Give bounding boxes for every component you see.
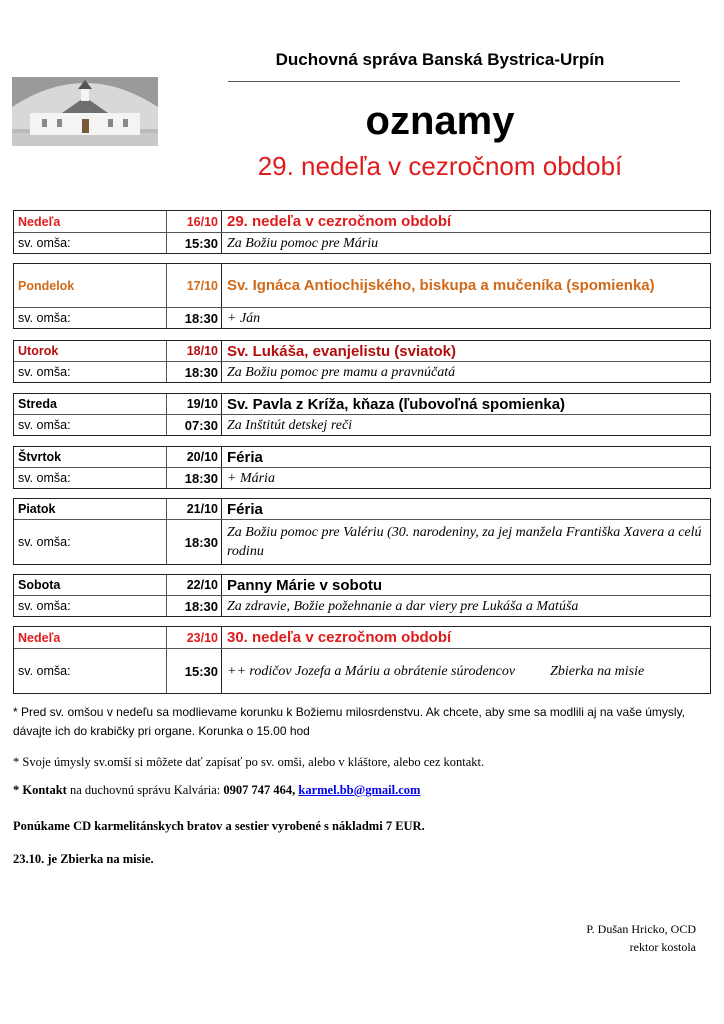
day-block-friday: [13, 498, 711, 565]
day-name: Nedeľa: [14, 211, 167, 232]
mass-label: sv. omša:: [14, 520, 167, 564]
mass-intention: Za zdravie, Božie požehnanie a dar viery pre Lukáša a Matúša: [227, 598, 579, 614]
intentions-note: * Svoje úmysly sv.omší si môžete dať zapísať po sv. omši, alebo v kláštore, alebo cez kontakt.: [13, 755, 485, 769]
parish-title: Duchovná správa Banská Bystrica-Urpín: [275, 50, 605, 69]
day-date: 19/10: [167, 394, 222, 414]
mass-label: sv. omša:: [14, 233, 167, 253]
mass-label: sv. omša:: [14, 468, 167, 488]
day-block-monday: [13, 263, 711, 329]
church-photo: [12, 77, 158, 146]
contact-note: [13, 781, 703, 799]
contact-label: * Kontakt: [13, 783, 67, 797]
signature-role: rektor kostola: [629, 940, 696, 954]
day-name: Utorok: [14, 341, 167, 361]
mass-time: 18:30: [167, 520, 222, 564]
intention-text: ++ rodičov Jozefa a Máriu a obrátenie súrodencov: [227, 663, 516, 679]
day-block-tuesday: [13, 340, 711, 383]
feast-name: Panny Márie v sobotu: [227, 576, 383, 594]
mass-time: 15:30: [167, 649, 222, 693]
header-divider: [228, 81, 680, 82]
mass-label: sv. omša:: [14, 415, 167, 435]
mass-label: sv. omša:: [14, 362, 167, 382]
feast-name: Sv. Lukáša, evanjelistu (sviatok): [227, 342, 456, 360]
day-name: Nedeľa: [14, 627, 167, 648]
page-heading: oznamy: [365, 99, 515, 143]
day-date: 18/10: [167, 341, 222, 361]
chaplet-note: * Pred sv. omšou v nedeľu sa modlievame korunku k Božiemu milosrdenstvu. Ak chcete, aby sme sa modlili aj na vaše úmysly, dávajte ich do krabičky pri organe. Korunka o 15.00 hod: [13, 705, 686, 738]
mass-intention: Za Inštitút detskej reči: [227, 417, 353, 433]
day-block-sunday: [13, 210, 711, 254]
mass-time: 18:30: [167, 468, 222, 488]
mass-label: sv. omša:: [14, 596, 167, 616]
day-date: 22/10: [167, 575, 222, 595]
mass-label: sv. omša:: [14, 649, 167, 693]
mass-time: 18:30: [167, 362, 222, 382]
mass-intention: [222, 649, 710, 693]
mass-time: 18:30: [167, 308, 222, 328]
day-block-next-sunday: [13, 626, 711, 694]
day-date: 17/10: [167, 264, 222, 307]
signature-name: P. Dušan Hricko, OCD: [586, 922, 696, 936]
signature: [586, 920, 696, 956]
mass-intention: + Mária: [227, 470, 275, 486]
mass-intention: Za Božiu pomoc pre Valériu (30. narodeniny, za jej manžela Františka Xavera a celú rodinu: [227, 525, 702, 559]
contact-text: na duchovnú správu Kalvária:: [66, 783, 224, 797]
feast-name: 29. nedeľa v cezročnom období: [227, 213, 452, 230]
day-name: Štvrtok: [14, 447, 167, 467]
day-date: 23/10: [167, 627, 222, 648]
contact-email-link[interactable]: karmel.bb@gmail.com: [298, 783, 421, 797]
feast-name: Sv. Pavla z Kríža, kňaza (ľubovoľná spomienka): [227, 395, 566, 413]
day-block-wednesday: [13, 393, 711, 436]
mass-time: 18:30: [167, 596, 222, 616]
day-block-saturday: [13, 574, 711, 617]
page-subtitle: 29. nedeľa v cezročnom období: [257, 151, 623, 181]
collection-note: 23.10. je Zbierka na misie.: [13, 852, 154, 866]
mass-time: 15:30: [167, 233, 222, 253]
cd-note: Ponúkame CD karmelitánskych bratov a sestier vyrobené s nákladmi 7 EUR.: [13, 819, 425, 833]
day-name: Sobota: [14, 575, 167, 595]
day-date: 20/10: [167, 447, 222, 467]
day-name: Streda: [14, 394, 167, 414]
day-block-thursday: [13, 446, 711, 489]
mass-time: 07:30: [167, 415, 222, 435]
mass-intention: Za Božiu pomoc pre Máriu: [227, 235, 379, 251]
day-date: 16/10: [167, 211, 222, 232]
mass-intention: + Ján: [227, 310, 261, 326]
day-date: 21/10: [167, 499, 222, 519]
feast-name: Féria: [227, 448, 263, 466]
intention-collection: Zbierka na misie: [550, 663, 645, 679]
day-name: Piatok: [14, 499, 167, 519]
mass-label: sv. omša:: [14, 308, 167, 328]
contact-phone: 0907 747 464,: [223, 783, 296, 797]
feast-name: Féria: [227, 500, 263, 518]
feast-name: 30. nedeľa v cezročnom období: [227, 629, 452, 646]
mass-intention: Za Božiu pomoc pre mamu a pravnúčatá: [227, 364, 456, 380]
day-name: Pondelok: [14, 264, 167, 307]
feast-name: Sv. Ignáca Antiochijského, biskupa a mučeníka (spomienka): [227, 277, 655, 294]
